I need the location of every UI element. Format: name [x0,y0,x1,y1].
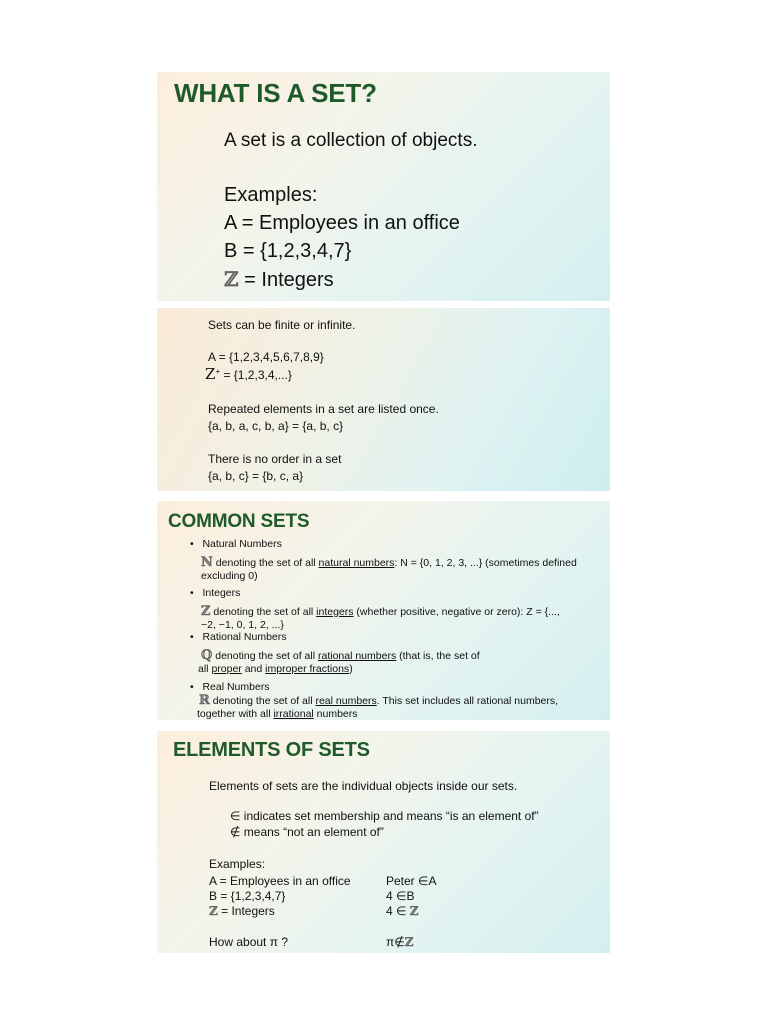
zplus-text: = {1,2,3,4,...} [223,368,292,382]
natural-symbol: ℕ [201,555,213,570]
order-line: There is no order in a set [208,452,342,466]
rational-desc [201,649,480,663]
definition-text: A set is a collection of objects. [224,130,478,151]
set-a: A = {1,2,3,4,5,6,7,8,9} [208,350,324,364]
integers-desc-line2: −2, −1, 0, 1, 2, ...} [201,619,284,631]
not-member-line: ∉ means “not an element of” [230,825,384,839]
desc-text: : N = {0, 1, 2, 3, ...} (sometimes defined [394,557,577,569]
example-a: A = Employees in an office [224,212,460,234]
desc-text: all [198,663,212,675]
member-line: ∈ indicates set membership and means “is an element of” [230,809,539,823]
desc-text: denoting the set of all [209,695,316,707]
example-left-z [209,904,275,918]
rational-desc-line2 [198,663,353,676]
desc-text: (that is, the set of [396,650,480,662]
examples-label: Examples: [224,184,318,206]
examples-label: Examples: [209,857,266,871]
real-numbers-link[interactable]: real numbers [315,695,377,707]
slide-finite-infinite [157,308,610,491]
desc-text: denoting the set of all [212,650,318,662]
rational-symbol: ℚ [201,648,213,663]
example-right-a: Peter ∈A [386,874,437,888]
desc-text: denoting the set of all [212,557,319,569]
desc-text: ) [349,663,353,675]
slide-title: COMMON SETS [168,511,310,532]
real-desc [199,694,558,708]
example-b: B = {1,2,3,4,7} [224,240,352,262]
repeated-example: {a, b, a, c, b, a} = {a, b, c} [208,419,344,433]
bullet: • [190,587,194,599]
desc-text: together with all [197,708,274,720]
slide-title: WHAT IS A SET? [174,78,377,108]
example-z [224,267,334,292]
slide-common-sets [157,501,610,720]
example-right-z [386,904,419,918]
pi-answer-text: π∉ [386,935,405,949]
item-name: Rational Numbers [202,631,287,643]
zplus-symbol: Z [205,365,216,383]
irrational-link[interactable]: irrational [273,708,314,720]
example-text: = Integers [217,904,275,918]
example-text: 4 ∈ [386,904,410,918]
repeated-line: Repeated elements in a set are listed once. [208,402,439,416]
integers-link[interactable]: integers [316,606,354,618]
example-left-a: A = Employees in an office [209,874,351,888]
desc-text: (whether positive, negative or zero): Z = {..., [353,606,560,618]
bullet: • [190,681,194,693]
desc-text: . This set includes all rational numbers, [376,695,559,707]
desc-text: and [241,663,266,675]
integers-symbol: ℤ [224,267,239,291]
natural-desc [201,556,577,570]
example-left-b: B = {1,2,3,4,7} [209,889,286,903]
desc-text: numbers [313,708,358,720]
real-symbol: ℝ [199,693,210,708]
natural-desc-line2: excluding 0) [201,570,258,582]
zplus-line [205,365,292,383]
item-name: Natural Numbers [202,538,282,550]
slide-title: ELEMENTS OF SETS [173,739,370,761]
desc-text: denoting the set of all [210,606,317,618]
order-example: {a, b, c} = {b, c, a} [208,469,304,483]
real-desc-line2 [197,708,358,720]
pi-question: How about π ? [209,935,288,949]
pi-answer [386,935,414,949]
list-item-rational [190,631,287,644]
integers-symbol: ℤ [201,604,211,619]
natural-numbers-link[interactable]: natural numbers [318,557,395,569]
bullet: • [190,538,194,550]
integers-symbol: ℤ [409,904,419,918]
bullet: • [190,631,194,643]
finite-line: Sets can be finite or infinite. [208,318,356,332]
example-z-text: = Integers [244,269,334,291]
improper-fractions-link[interactable]: improper fractions [265,663,350,675]
integers-symbol: ℤ [209,904,218,918]
integers-symbol: ℤ [404,935,414,949]
example-right-b: 4 ∈B [386,889,415,903]
list-item-integers [190,587,240,600]
proper-link[interactable]: proper [211,663,242,675]
zplus-sup: + [215,367,221,376]
item-name: Real Numbers [202,681,270,693]
list-item-natural [190,538,282,551]
slide-what-is-a-set [157,72,610,301]
intro-text: Elements of sets are the individual objects inside our sets. [209,779,518,793]
item-name: Integers [202,587,241,599]
slide-elements-of-sets [157,731,610,953]
rational-numbers-link[interactable]: rational numbers [317,650,397,662]
integers-desc [201,605,560,619]
